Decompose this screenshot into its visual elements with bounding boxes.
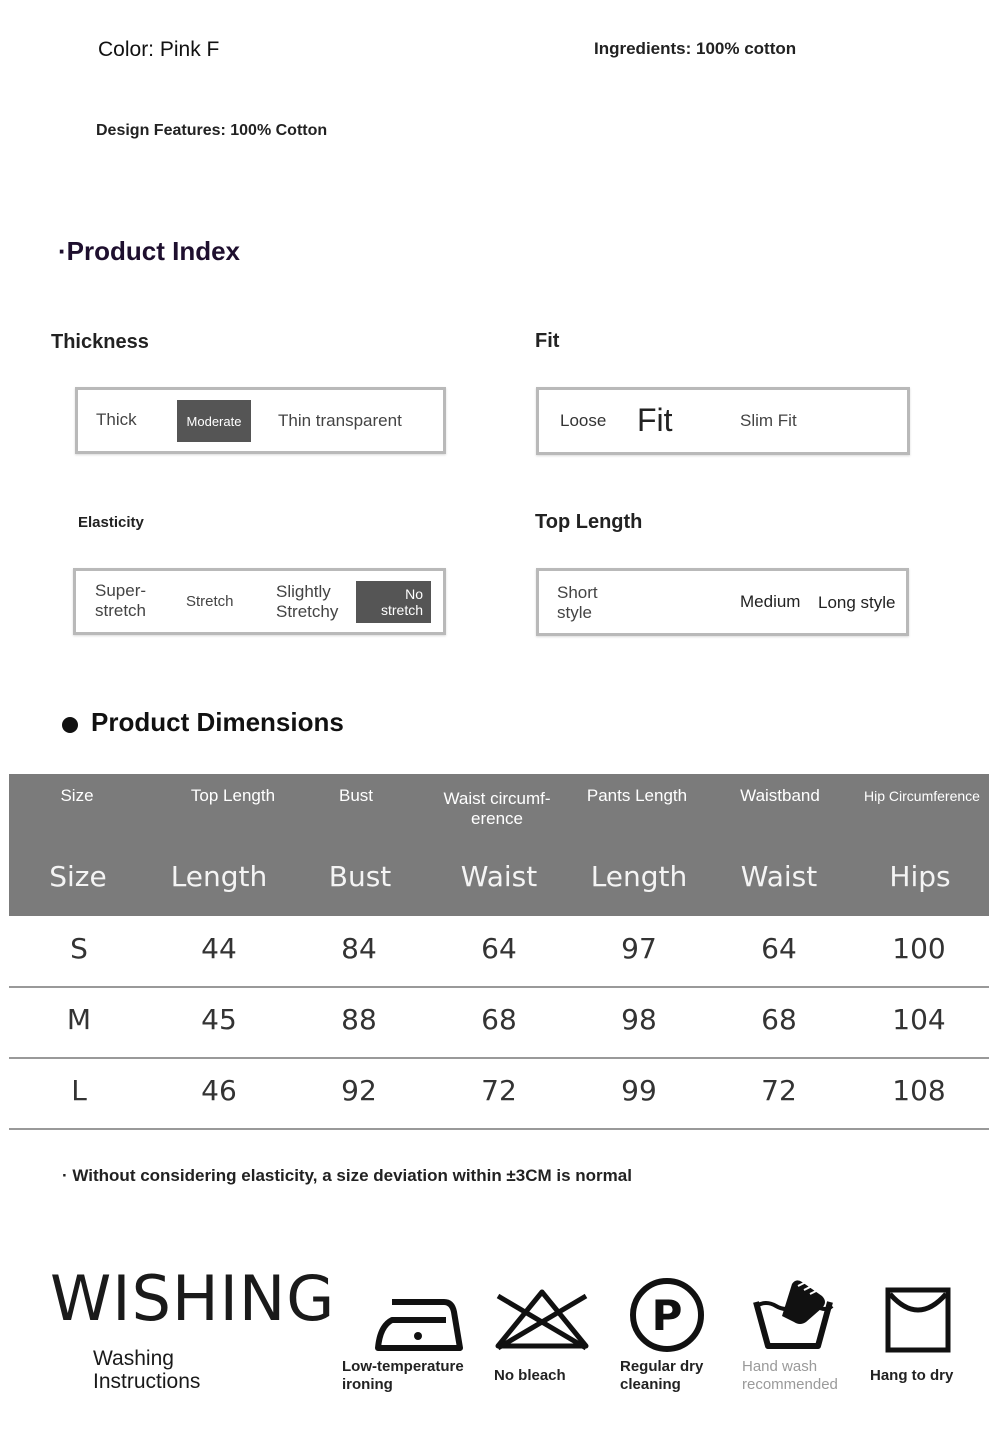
cell-bust: 84 — [341, 932, 377, 965]
subheader-bust: Bust — [328, 860, 392, 893]
color-info: Color: Pink F — [98, 38, 220, 61]
cell-pants-length: 98 — [621, 1003, 657, 1036]
care-label-hand-wash: Hand wash recommended — [742, 1358, 838, 1393]
care-label-ironing: Low-temperature ironing — [342, 1358, 464, 1393]
header-pants-length: Pants Length — [586, 786, 688, 805]
svg-text:P: P — [651, 1291, 683, 1340]
cell-waist: 72 — [481, 1074, 517, 1107]
subheader-waist: Waist — [460, 860, 538, 893]
cell-waist: 68 — [481, 1003, 517, 1036]
fit-label: Fit — [535, 330, 560, 352]
elasticity-option-none-selected: No stretch — [356, 581, 431, 623]
subheader-waistband: Waist — [740, 860, 818, 893]
cell-pants-length: 99 — [621, 1074, 657, 1107]
cell-pants-length: 97 — [621, 932, 657, 965]
top-length-label: Top Length — [535, 511, 643, 533]
elasticity-scale — [73, 568, 446, 635]
care-label-dry-clean: Regular dry cleaning — [620, 1358, 704, 1393]
header-bust: Bust — [338, 786, 374, 805]
thickness-label: Thickness — [51, 331, 149, 353]
fit-option-slim: Slim Fit — [740, 411, 797, 430]
fit-option-loose: Loose — [560, 411, 607, 430]
no-bleach-icon — [490, 1286, 594, 1354]
cell-bust: 88 — [341, 1003, 377, 1036]
dry-clean-icon — [628, 1276, 706, 1354]
cell-waistband: 68 — [761, 1003, 797, 1036]
iron-icon — [372, 1296, 464, 1356]
cell-length: 45 — [201, 1003, 237, 1036]
thickness-scale — [75, 387, 446, 454]
cell-size: L — [71, 1074, 87, 1107]
thickness-option-thin: Thin transparent — [278, 411, 402, 430]
product-index-title: ·Product Index — [58, 236, 241, 266]
header-waist: Waist circumf- erence — [443, 789, 551, 828]
elasticity-label: Elasticity — [78, 514, 144, 531]
subheader-size: Size — [49, 860, 107, 893]
cell-waistband: 64 — [761, 932, 797, 965]
size-deviation-note: · Without considering elasticity, a size deviation within ±3CM is normal — [62, 1166, 632, 1185]
cell-size: M — [66, 1003, 92, 1036]
fit-option-fit-selected: Fit — [637, 402, 673, 438]
cell-bust: 92 — [341, 1074, 377, 1107]
cell-waist: 64 — [481, 932, 517, 965]
cell-hips: 104 — [892, 1003, 946, 1036]
subheader-pants-length: Length — [590, 860, 688, 893]
cell-hips: 108 — [892, 1074, 946, 1107]
design-features: Design Features: 100% Cotton — [96, 122, 328, 139]
ingredients-info: Ingredients: 100% cotton — [594, 39, 797, 58]
cell-length: 46 — [201, 1074, 237, 1107]
cell-hips: 100 — [892, 932, 946, 965]
cell-length: 44 — [201, 932, 237, 965]
hand-wash-icon — [752, 1276, 834, 1352]
header-size: Size — [60, 786, 94, 805]
top-length-option-short: Short style — [557, 583, 598, 622]
brand-logo: WISHING — [50, 1262, 336, 1335]
top-length-scale — [536, 568, 909, 636]
thickness-option-thick: Thick — [96, 410, 137, 429]
table-row — [9, 1058, 989, 1130]
header-hip: Hip Circumference — [864, 788, 980, 804]
thickness-option-moderate-selected: Moderate — [177, 400, 251, 442]
care-label-no-bleach: No bleach — [494, 1367, 566, 1384]
bullet-icon — [62, 717, 78, 733]
elasticity-option-slightly: Slightly Stretchy — [276, 582, 339, 621]
table-row — [9, 987, 989, 1059]
cell-size: S — [70, 932, 88, 965]
washing-instructions-title: Washing Instructions — [93, 1347, 201, 1393]
cell-waistband: 72 — [761, 1074, 797, 1107]
header-top-length: Top Length — [190, 786, 276, 805]
subheader-length: Length — [170, 860, 268, 893]
elasticity-option-super: Super- stretch — [95, 581, 147, 620]
top-length-option-medium-selected: Medium — [740, 592, 801, 611]
header-waistband: Waistband — [740, 786, 820, 805]
product-dimensions-title: Product Dimensions — [91, 707, 344, 737]
table-row — [9, 916, 989, 988]
subheader-hips: Hips — [889, 860, 951, 893]
care-label-hang-dry: Hang to dry — [870, 1367, 954, 1384]
fit-scale — [536, 387, 910, 455]
hang-dry-icon — [884, 1286, 952, 1354]
top-length-option-long: Long style — [818, 593, 896, 612]
elasticity-option-stretch: Stretch — [186, 593, 234, 610]
